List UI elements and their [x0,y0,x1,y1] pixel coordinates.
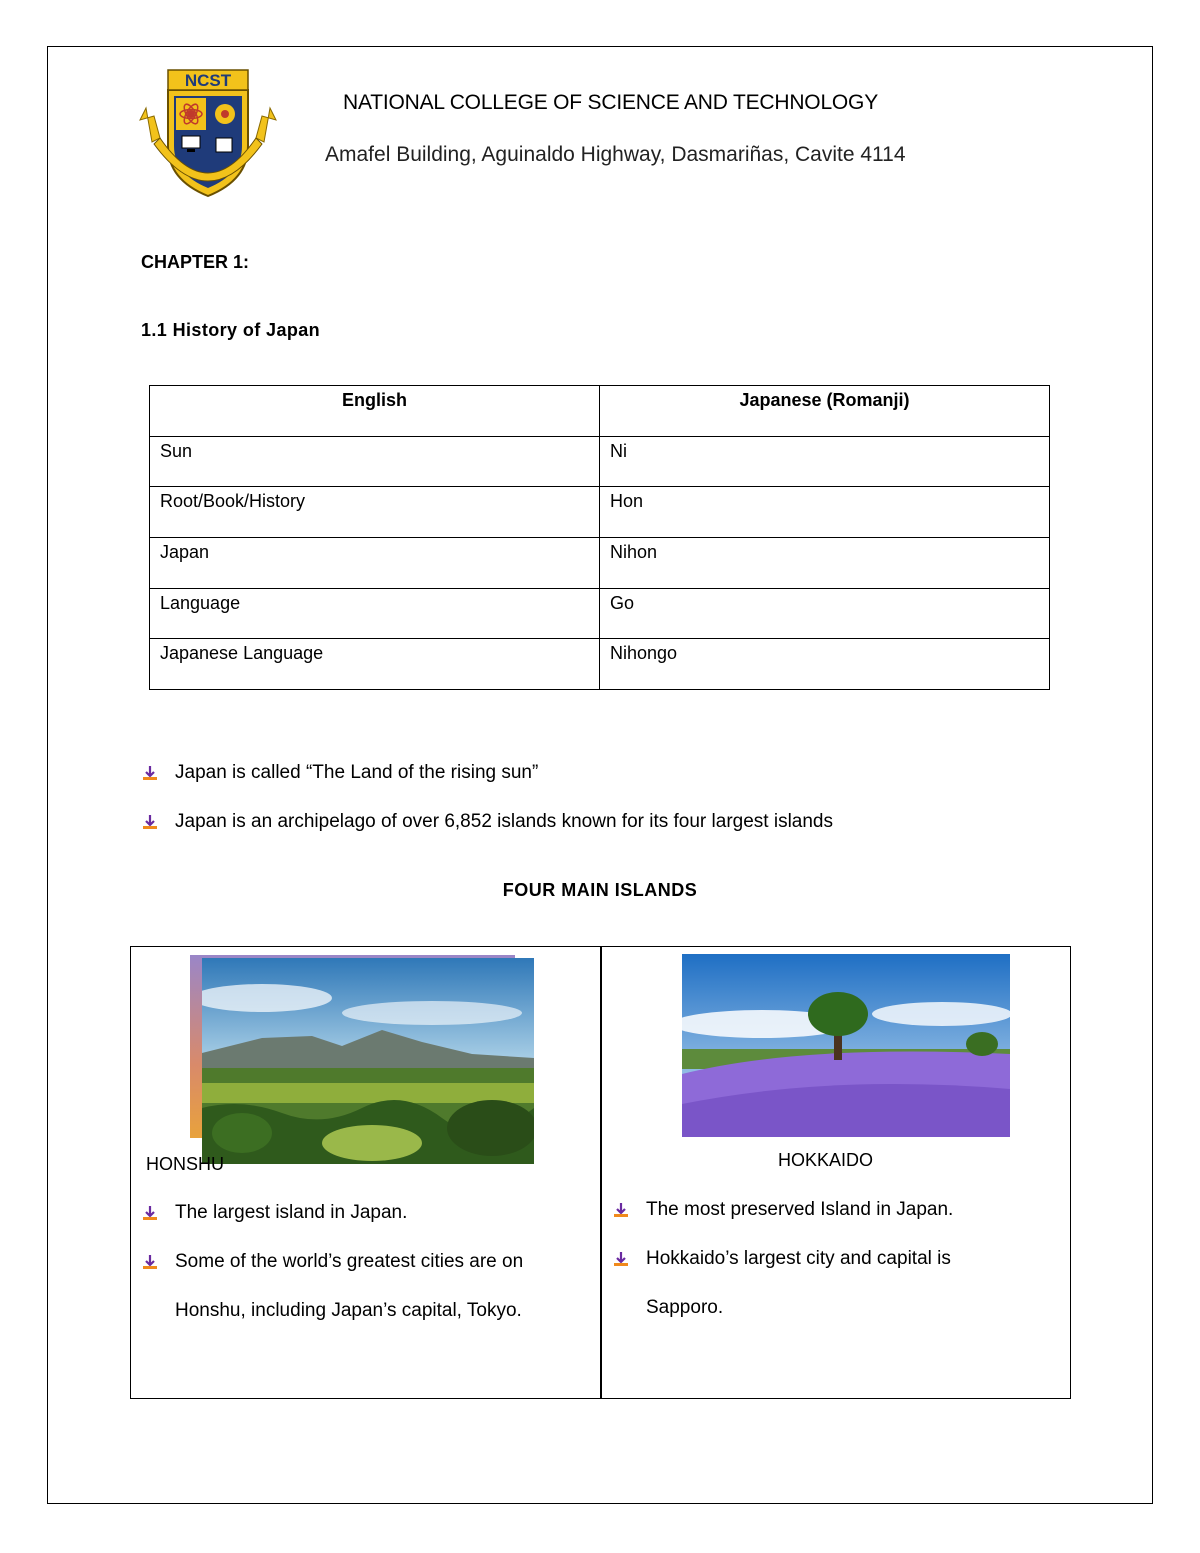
arrow-bullet-icon [141,1253,159,1271]
fact-text: Japan is called “The Land of the rising sun” [175,762,539,783]
cell-english: Japan [150,537,600,588]
table-row [150,487,1050,538]
chapter-title: CHAPTER 1: [141,252,250,272]
honshu-point: The largest island in Japan. [175,1202,408,1223]
island-name-hokkaido: HOKKAIDO [778,1150,874,1170]
honshu-photo [202,958,534,1164]
section-title: 1.1 History of Japan [141,320,321,340]
arrow-bullet-icon [141,764,159,782]
hokkaido-point: The most preserved Island in Japan. [646,1199,954,1220]
column-header-english: English [150,386,600,437]
cell-english: Language [150,588,600,639]
islands-heading: FOUR MAIN ISLANDS [502,880,698,900]
honshu-point [175,1237,523,1335]
college-name: NATIONAL COLLEGE OF SCIENCE AND TECHNOLOGY [343,91,878,114]
island-name-honshu: HONSHU [146,1154,225,1174]
logo-text: NCST [184,71,232,90]
table-row [150,588,1050,639]
honshu-bullet [141,1188,407,1237]
cell-japanese: Nihon [600,537,1050,588]
hokkaido-photo [682,954,1010,1137]
college-address: Amafel Building, Aguinaldo Highway, Dasmariñas, Cavite 4114 [325,143,906,166]
hokkaido-point [646,1234,951,1332]
cell-japanese: Ni [600,436,1050,487]
cell-japanese: Nihongo [600,639,1050,690]
fact-bullet [141,811,833,833]
hokkaido-bullet [612,1185,953,1234]
column-header-japanese: Japanese (Romanji) [600,386,1050,437]
arrow-bullet-icon [141,1204,159,1222]
ncst-logo [138,68,278,200]
honshu-point-line: Some of the world’s greatest cities are on [175,1251,524,1272]
fact-text: Japan is an archipelago of over 6,852 islands known for its four largest islands [175,811,833,832]
arrow-bullet-icon [141,813,159,831]
cell-japanese: Go [600,588,1050,639]
hokkaido-point-line: Sapporo. [646,1297,724,1318]
cell-english: Sun [150,436,600,487]
cell-english: Japanese Language [150,639,600,690]
table-header-row [150,386,1050,437]
honshu-point-line: Honshu, including Japan’s capital, Tokyo. [175,1300,522,1321]
vocabulary-table [149,385,1050,690]
arrow-bullet-icon [612,1250,630,1268]
fact-bullet [141,762,538,784]
cell-english: Root/Book/History [150,487,600,538]
honshu-bullet [141,1237,523,1335]
cell-japanese: Hon [600,487,1050,538]
islands-divider [600,946,602,1399]
hokkaido-bullet [612,1234,951,1332]
hokkaido-point-line: Hokkaido’s largest city and capital is [646,1248,951,1269]
table-row [150,639,1050,690]
table-row [150,436,1050,487]
table-row [150,537,1050,588]
arrow-bullet-icon [612,1201,630,1219]
